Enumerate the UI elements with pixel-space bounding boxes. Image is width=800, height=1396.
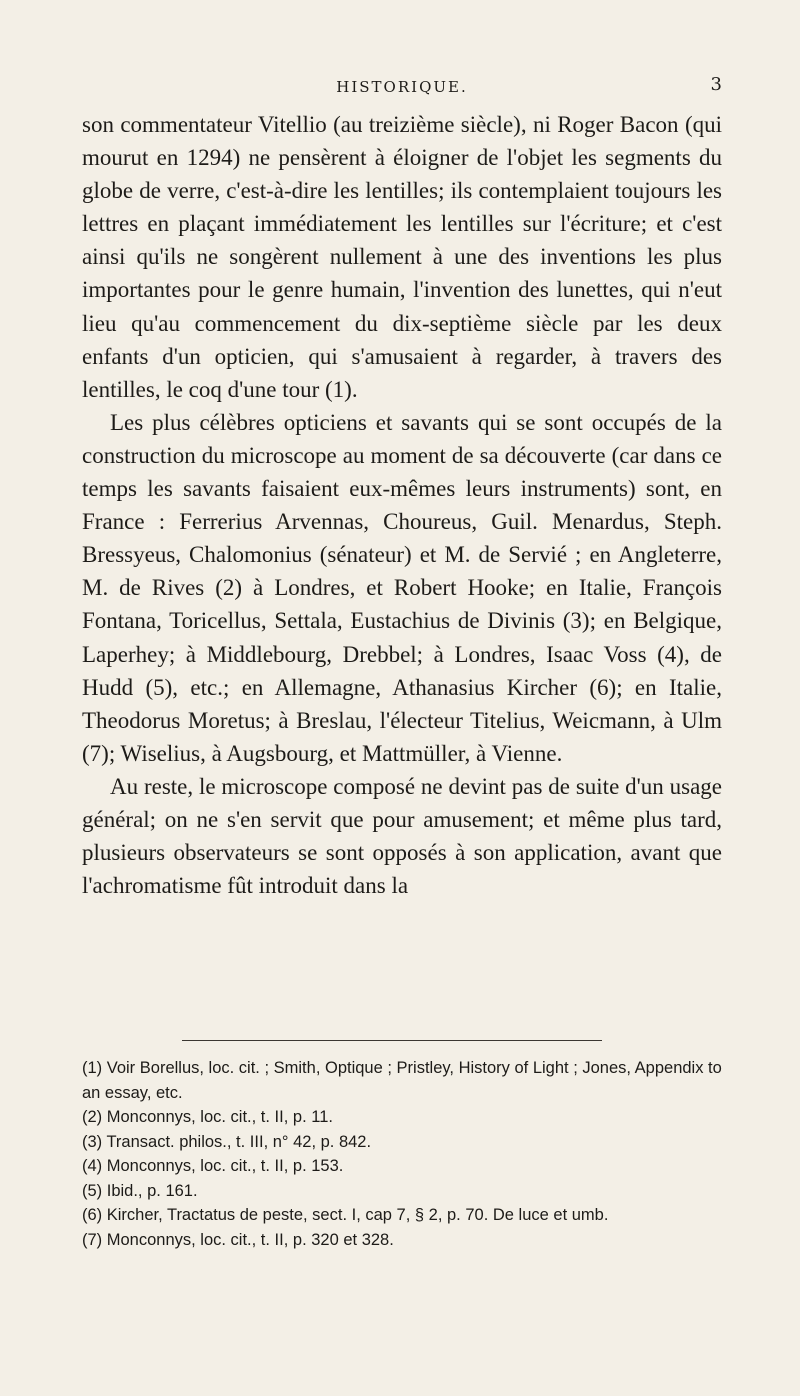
paragraph-3: Au reste, le microscope composé ne devint pas de suite d'un usage général; on ne s'en servit que pour amusement; et même plus tard, plusieurs observateurs se sont opposés à son application, avant que l'achromatisme fût introduit dans la xyxy=(82,773,722,899)
paragraph-1: son commentateur Vitellio (au treizième siècle), ni Roger Bacon (qui mourut en 1294) ne pensèrent à éloigner de l'objet les segments du globe de verre, c'est-à-dire les lentilles; ils contemplaient toujours les lettres en plaçant immédiatement les lentilles sur l'écriture; et c'est ainsi qu'ils ne songèrent nullement à une des inventions les plus importantes pour le genre humain, l'invention des lunettes, qui n'eut lieu qu'au commencement du dix-septième siècle par les deux enfants d'un opticien, qui s'amusaient à regarder, à travers des lentilles, le coq d'une tour (1). xyxy=(82,112,722,402)
running-title: HISTORIQUE. xyxy=(336,78,468,96)
footnote-separator xyxy=(182,1040,602,1041)
running-head xyxy=(82,74,722,102)
paragraph-2: Les plus célèbres opticiens et savants qui se sont occupés de la construction du microscope au moment de sa découverte (car dans ce temps les savants faisaient eux-mêmes leurs instruments) sont, en France : Ferrerius Arvennas, Choureus, Guil. Menardus, Steph. Bressyeus, Chalomonius (sénateur) et M. de Servié ; en Angleterre, M. de Rives (2) à Londres, et Robert Hooke; en Italie, François Fontana, Toricellus, Settala, Eustachius de Divinis (3); en Belgique, Laperhey; à Middlebourg, Drebbel; à Londres, Isaac Voss (4), de Hudd (5), etc.; en Allemagne, Athanasius Kircher (6); en Italie, Theodorus Moretus; à Breslau, l'électeur Titelius, Weicmann, à Ulm (7); Wiselius, à Augsbourg, et Mattmüller, à Vienne. xyxy=(82,409,722,766)
footnote-5: (5) Ibid., p. 161. xyxy=(82,1181,198,1200)
footnote-1: (1) Voir Borellus, loc. cit. ; Smith, Optique ; Pristley, History of Light ; Jones, Appendix to an essay, etc. xyxy=(82,1059,722,1102)
body-text xyxy=(82,108,722,902)
footnote-7: (7) Monconnys, loc. cit., t. II, p. 320 et 328. xyxy=(82,1230,394,1249)
footnote-6: (6) Kircher, Tractatus de peste, sect. I, cap 7, § 2, p. 70. De luce et umb. xyxy=(82,1206,609,1224)
footnote-3: (3) Transact. philos., t. III, n° 42, p. 842. xyxy=(82,1132,372,1151)
footnotes xyxy=(82,1056,722,1252)
footnote-4: (4) Monconnys, loc. cit., t. II, p. 153. xyxy=(82,1157,344,1175)
footnote-2: (2) Monconnys, loc. cit., t. II, p. 11. xyxy=(82,1108,333,1126)
page-number: 3 xyxy=(710,74,722,95)
